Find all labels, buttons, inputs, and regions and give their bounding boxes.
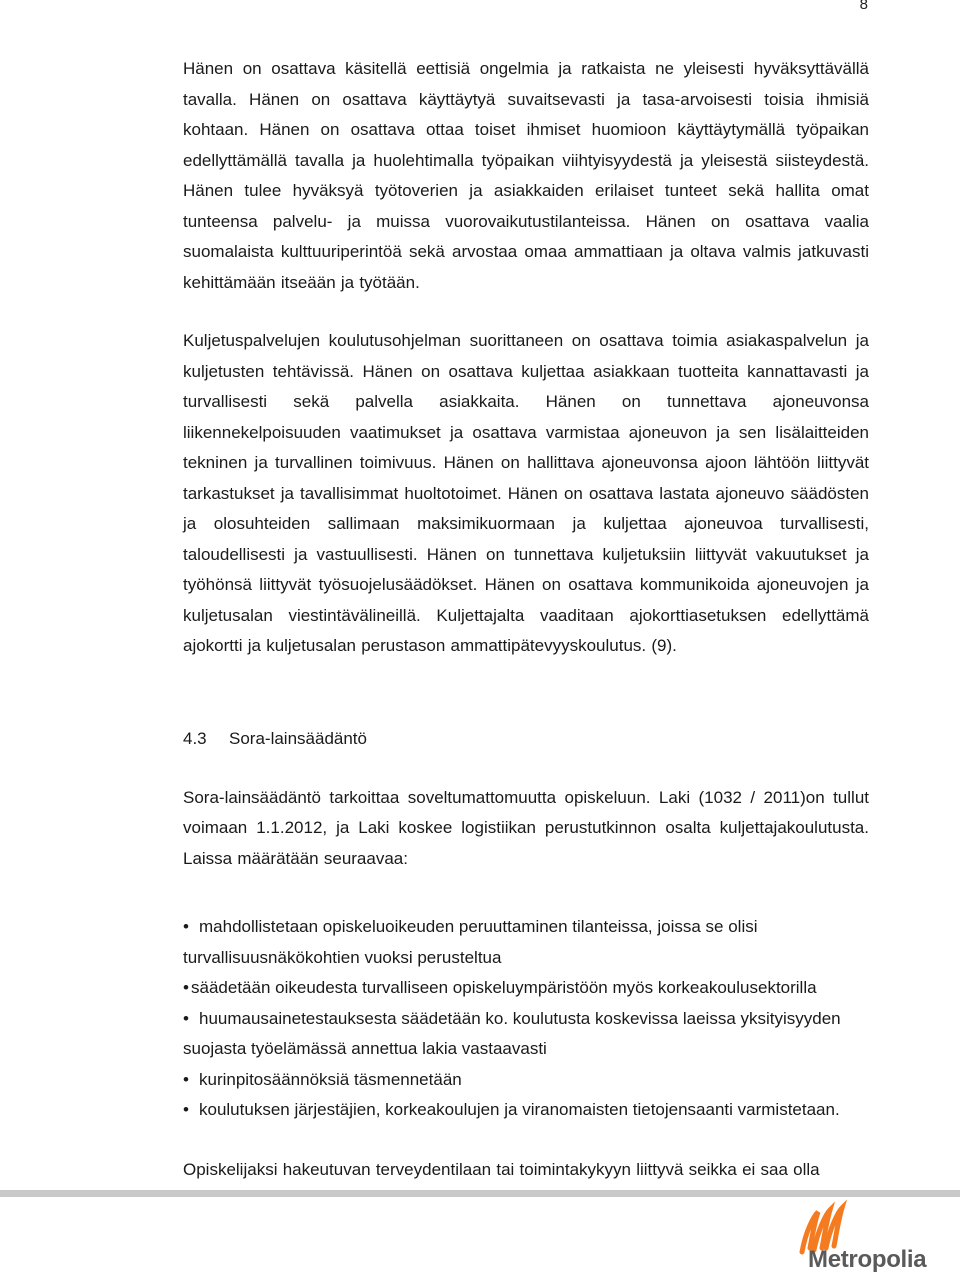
bullet-icon: • — [183, 1069, 189, 1089]
list-item: • huumausainetestauksesta säädetään ko. koulutusta koskevissa laeissa yksityisyyden suojasta työelämässä annettua lakia vastaavasti — [183, 1004, 869, 1065]
paragraph-transport-services: Kuljetuspalvelujen koulutusohjelman suorittaneen on osattava toimia asiakaspalvelun ja kuljetusten tehtävissä. Hänen on osattava kuljettaa asiakkaan tuotteita kannattavasti ja turvallisesti sekä palvella asiakkaita. Hänen on tunnettava ajoneuvonsa liikennekelpoisuuden vaatimukset ja osattava varmistaa ajoneuvon ja sen lisälaitteiden tekninen ja turvallinen toimivuus. Hänen on hallittava ajoneuvonsa ajoon lähtöön liittyvät tarkastukset ja tavallisimmat huoltotoimet. Hänen on osattava lastata ajoneuvo säädösten ja olosuhteiden sallimaan maksimikuormaan ja kuljettaa ajoneuvoa turvallisesti, taloudellisesti ja vastuullisesti. Hänen on tunnettava kuljetuksiin liittyvät vakuutukset ja työhönsä liittyvät työsuojelusäädökset. Hänen on osattava kommunikoida ajoneuvojen ja kuljetusalan viestintävälineillä. Kuljettajalta vaaditaan ajokorttiasetuksen edellyttämä ajokortti ja kuljetusalan perustason ammattipätevyyskoulutus. (9). — [183, 331, 869, 655]
paragraph-sora-intro: Sora-lainsäädäntö tarkoittaa soveltumattomuutta opiskeluun. Laki (1032 / 2011)on tullut voimaan 1.1.2012, ja Laki koskee logistiikan perustutkinnon osalta kuljettajakoulutusta. Laissa määrätään seuraavaa: — [183, 787, 869, 868]
footer-divider — [0, 1190, 960, 1197]
section-title: Sora-lainsäädäntö — [229, 728, 367, 748]
list-item: • säädetään oikeudesta turvalliseen opiskeluympäristöön myös korkeakoulusektorilla — [183, 973, 869, 1004]
logo-text: Metropolia — [808, 1246, 927, 1273]
bullet-icon: • — [183, 917, 189, 936]
paragraph-health: Opiskelijaksi hakeutuvan terveydentilaan tai toimintakykyyn liittyvä seikka ei saa olla — [183, 1159, 820, 1179]
section-heading — [183, 724, 869, 754]
list-item: • koulutuksen järjestäjien, korkeakoulujen ja viranomaisten tietojensaanti varmistetaan. — [183, 1095, 869, 1126]
bullet-icon: • — [183, 978, 189, 997]
paragraph-ethics: Hänen on osattava käsitellä eettisiä ongelmia ja ratkaista ne yleisesti hyväksyttävällä tavalla. Hänen on osattava käyttäytyä suvaitsevasti ja tasa-arvoisesti toisia ihmisiä kohtaan. Hänen on osattava ottaa toiset ihmiset huomioon käyttäytymällä työpaikan edellyttämällä tavalla ja huolehtimalla työpaikan viihtyisyydestä ja yleisestä siisteydestä. Hänen tulee hyväksyä työtoverien ja asiakkaiden erilaiset tunteet sekä hallita omat tunteensa palvelu- ja muissa vuorovaikutustilanteissa. Hänen on osattava vaalia suomalaista kulttuuriperintöä sekä arvostaa omaa ammattiaan ja oltava valmis jatkuvasti kehittämään itseään ja työtään. — [183, 59, 869, 292]
page-number: 8 — [859, 0, 868, 13]
bullet-icon: • — [183, 1100, 189, 1119]
list-item: • mahdollistetaan opiskeluoikeuden peruuttaminen tilanteissa, joissa se olisi turvallisuusnäkökohtien vuoksi perusteltua — [183, 912, 869, 973]
section-number: 4.3 — [183, 728, 207, 748]
document-body — [183, 54, 869, 1185]
list-item: • kurinpitosäännöksiä täsmennetään — [183, 1065, 869, 1096]
bullet-list — [183, 912, 869, 1126]
bullet-icon: • — [183, 1008, 189, 1028]
